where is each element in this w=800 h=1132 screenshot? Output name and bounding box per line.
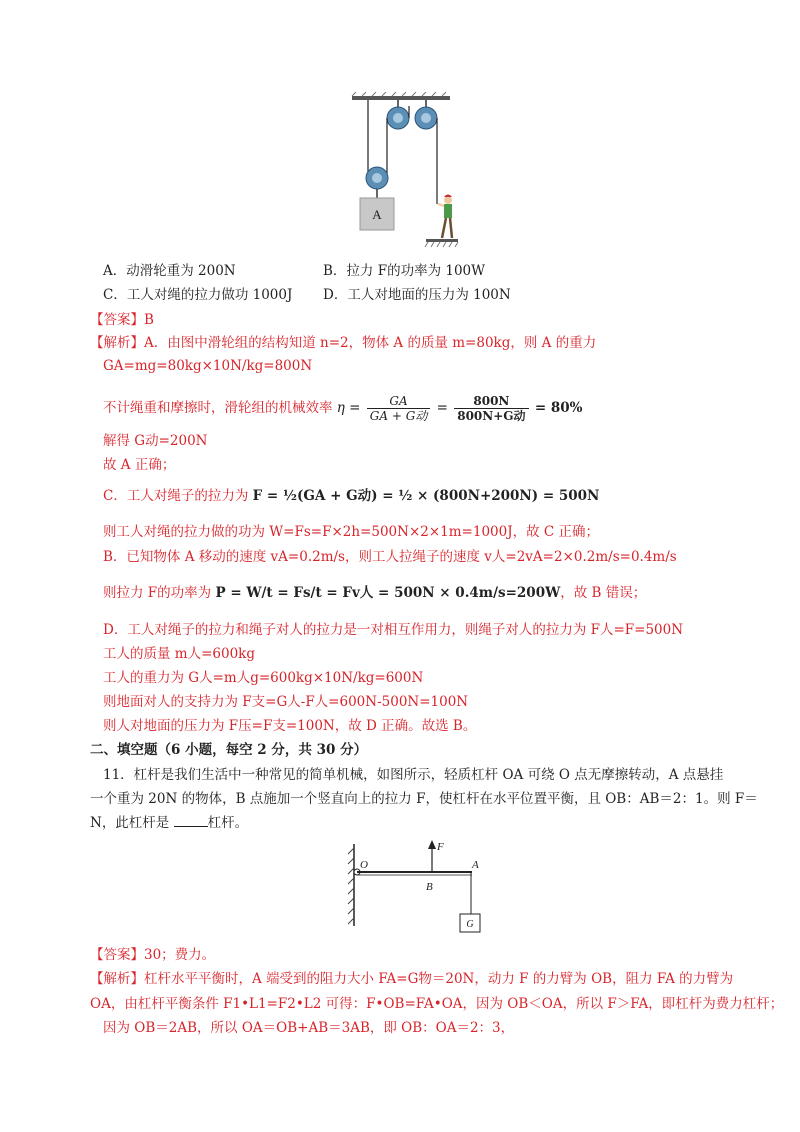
answer-2-value: 30；费力。 (144, 947, 216, 963)
analysis-2-bracket: 【解析】 (90, 971, 144, 987)
analysis-1-line-14: 则人对地面的压力为 F压=F支=100N，故 D 正确。故选 B。 (103, 718, 477, 734)
option-a: A．动滑轮重为 200N (103, 263, 236, 279)
option-b: B．拉力 F的功率为 100W (323, 263, 486, 279)
q11-line-3 (90, 814, 248, 832)
eff-num-2: 800N (454, 394, 528, 409)
q11-text-3a: N，此杠杆是 (90, 815, 170, 831)
analysis-1-line-3: 不计绳重和摩擦时，滑轮组的机械效率 η = $\frac{GA}{\text{GA + G动}}$ = $\frac{800N}{\text{800N+G动}}$ = 80% (103, 394, 583, 423)
label-g: G (466, 919, 474, 930)
lever-figure (340, 838, 490, 938)
power-end: ，故 B 错误； (560, 585, 647, 601)
q11-text-3b: 杠杆。 (207, 815, 249, 831)
eff-den-1: GA + G动 (369, 409, 428, 423)
answer-2 (90, 946, 215, 964)
analysis-1-text-1: A．由图中滑轮组的结构知道 n=2，物体 A 的质量 m=80kg，则 A 的重力 (144, 335, 597, 351)
analysis-1-line-4: 解得 G动=200N (103, 433, 208, 449)
analysis-1-line-1 (90, 334, 596, 352)
analysis-1-line-12: 工人的重力为 G人=m人g=600kg×10N/kg=600N (103, 670, 424, 686)
label-a: A (472, 859, 479, 871)
option-d: D．工人对地面的压力为 100N (323, 287, 511, 303)
answer-1 (90, 311, 154, 329)
power-text: 则拉力 F的功率为 (103, 585, 212, 601)
efficiency-text: 不计绳重和摩擦时，滑轮组的机械效率 (103, 400, 333, 416)
pulley-figure (340, 92, 460, 252)
analysis-1-line-2: GA=mg=80kg×10N/kg=800N (103, 358, 313, 374)
analysis-2-text-1: 杠杆水平平衡时，A 端受到的阻力大小 FA=G物＝20N，动力 F 的力臂为 OB，阻力 FA 的力臂为 (144, 971, 734, 987)
analysis-1-line-11: 工人的质量 m人=600kg (103, 646, 255, 662)
block-a-label: A (372, 207, 382, 222)
analysis-1-line-13: 则地面对人的支持力为 F支=G人-F人=600N-500N=100N (103, 694, 469, 710)
label-f: F (437, 841, 444, 853)
eff-end: = 80% (534, 400, 583, 416)
pull-force-eq: F = ½(GA + G动) = ½ × (800N+200N) = 500N (252, 488, 600, 504)
analysis-2-line-3: 因为 OB＝2AB，所以 OA＝OB+AB＝3AB，即 OB：OA＝2：3， (103, 1020, 515, 1036)
q11-line-1: 11．杠杆是我们生活中一种常见的简单机械，如图所示，轻质杠杆 OA 可绕 O 点无摩擦转动，A 点悬挂 (103, 767, 724, 783)
label-b: B (426, 881, 433, 893)
answer-1-value: B (144, 312, 154, 328)
pull-force-text: C．工人对绳子的拉力为 (103, 488, 249, 504)
analysis-1-line-6 (103, 487, 599, 505)
answer-2-bracket: 【答案】 (90, 947, 144, 963)
answer-1-bracket: 【答案】 (90, 312, 144, 328)
analysis-1-line-7: 则工人对绳的拉力做的功为 W=Fs=F×2h=500N×2×1m=1000J，故 C 正确； (103, 524, 600, 540)
section-2-title: 二、填空题（6 小题，每空 2 分，共 30 分） (90, 742, 368, 758)
analysis-1-line-9 (103, 584, 646, 602)
analysis-1-bracket: 【解析】 (90, 335, 144, 351)
label-o: O (360, 859, 368, 871)
analysis-1-line-8: B．已知物体 A 移动的速度 vA=0.2m/s，则工人拉绳子的速度 v人=2vA=2×0.2m/s=0.4m/s (103, 549, 677, 565)
analysis-1-line-5: 故 A 正确； (103, 457, 176, 473)
analysis-2-line-1 (90, 970, 733, 988)
analysis-1-line-10: D．工人对绳子的拉力和绳子对人的拉力是一对相互作用力，则绳子对人的拉力为 F人=F=500N (103, 622, 684, 638)
eff-num-1: GA (367, 394, 431, 409)
answer-blank[interactable] (174, 814, 208, 827)
option-c: C．工人对绳的拉力做功 1000J (103, 287, 293, 303)
eff-den-2: 800N+G动 (457, 409, 526, 423)
q11-line-2: 一个重为 20N 的物体，B 点施加一个竖直向上的拉力 F，使杠杆在水平位置平衡，且 OB：AB＝2：1。则 F＝ (90, 791, 758, 807)
analysis-2-line-2: OA，由杠杆平衡条件 F1•L1=F2•L2 可得：F•OB=FA•OA，因为 OB＜OA，所以 F＞FA，即杠杆为费力杠杆； (90, 996, 784, 1012)
power-eq: P = W/t = Fs/t = Fv人 = 500N × 0.4m/s=200W (215, 585, 561, 601)
